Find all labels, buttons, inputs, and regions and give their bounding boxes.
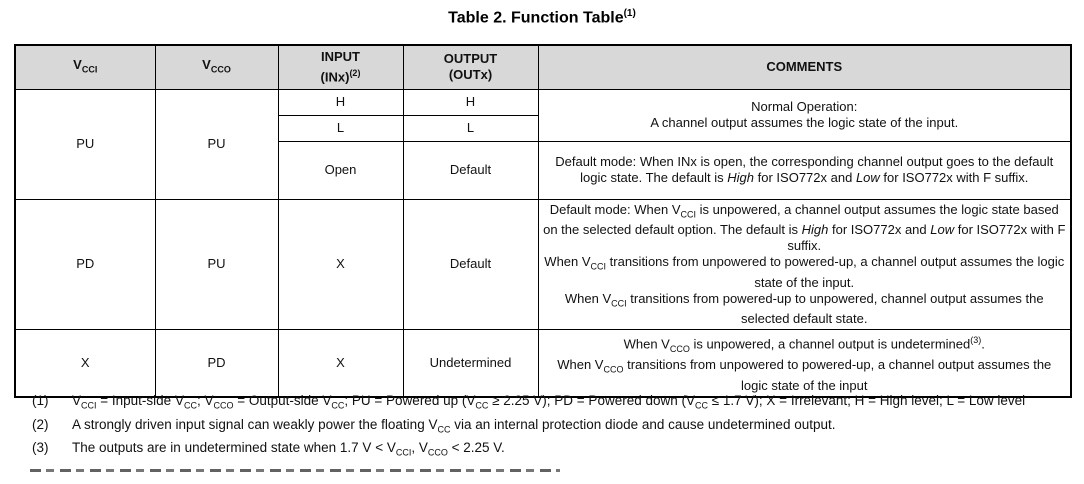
cell-input-x1: X — [278, 199, 403, 330]
footnote-2-number: (2) — [32, 416, 49, 432]
cell-input-h: H — [278, 89, 403, 115]
cell-output-undetermined: Undetermined — [403, 330, 538, 397]
cell-output-default2: Default — [403, 199, 538, 330]
footnotes — [32, 392, 1072, 463]
cell-vcco-pd: PD — [155, 330, 278, 397]
header-row — [15, 45, 1071, 89]
header-comments: COMMENTS — [538, 45, 1071, 89]
row-pd — [15, 199, 1071, 330]
comment-default-mode-vcci: Default mode: When $V_{CCI}$ is unpowered, a channel output assumes the logic state based on the selected default option. The default is High for ISO772x and Low for ISO772x with F suffix. When $V_{CCI}$ transitions from unpowered to powered-up, a channel output assumes the logic state of the input. When $V_{CCI}$ transitions from powered-up to unpowered, channel output assumes the selected default state. — [538, 199, 1071, 330]
row-pu-h — [15, 89, 1071, 115]
cell-vcci-pu: PU — [15, 89, 155, 199]
footnote-2 — [32, 416, 1072, 439]
header-input: INPUT (INx)$^{(2)}$ — [278, 45, 403, 89]
function-table — [14, 44, 1072, 398]
footnote-3-text: The outputs are in undetermined state when 1.7 $V < V_{CCI}$, $V_{CCO} < 2.25$ V. — [72, 440, 505, 459]
cell-output-l: L — [403, 115, 538, 141]
cell-vcci-x: X — [15, 330, 155, 397]
header-vcco: $V_{CCO}$ — [155, 45, 278, 89]
footnote-1 — [32, 392, 1072, 415]
cell-output-default: Default — [403, 141, 538, 199]
footnote-1-number: (1) — [32, 393, 49, 408]
cell-output-h: H — [403, 89, 538, 115]
comment-vcco-unpowered: When $V_{CCO}$ is unpowered, a channel output is undetermined$^{(3)}$. When $V_{CCO}$ transitions from unpowered to powered-up, a channel output assumes the logic state of the input — [538, 330, 1071, 397]
row-x — [15, 330, 1071, 397]
footnote-3 — [32, 439, 1072, 462]
cell-input-l: L — [278, 115, 403, 141]
table-title: Table 2. Function Table$^{(1)}$ — [448, 8, 636, 27]
cell-vcco-pu2: PU — [155, 199, 278, 330]
header-vcci: $V_{CCI}$ — [15, 45, 155, 89]
cell-vcco-pu: PU — [155, 89, 278, 199]
footnote-3-number: (3) — [32, 440, 49, 456]
comment-default-mode-open: Default mode: When INx is open, the corresponding channel output goes to the default logic state. The default is High for ISO772x and Low for ISO772x with F suffix. — [538, 141, 1071, 199]
cell-input-open: Open — [278, 141, 403, 199]
comment-normal-operation: Normal Operation: A channel output assumes the logic state of the input. — [538, 89, 1071, 141]
footnote-1-text: $V_{CCI}$ = Input-side $V_{CC}$; $V_{CCO}$ = Output-side $V_{CC}$; PU = Powered up ($V_{CC} \ge 2.25$ V); PD = Powered down ($V_{CC} \le 1.7$ V); X = Irrelevant; H = High level; L = Low level — [72, 393, 1026, 411]
cell-vcci-pd: PD — [15, 199, 155, 330]
cell-input-x2: X — [278, 330, 403, 397]
header-output: OUTPUT (OUTx) — [403, 45, 538, 89]
clipped-text-remnant — [30, 469, 560, 472]
footnote-2-text: A strongly driven input signal can weakly power the floating $V_{CC}$ via an internal protection diode and cause undetermined output. — [72, 416, 836, 435]
